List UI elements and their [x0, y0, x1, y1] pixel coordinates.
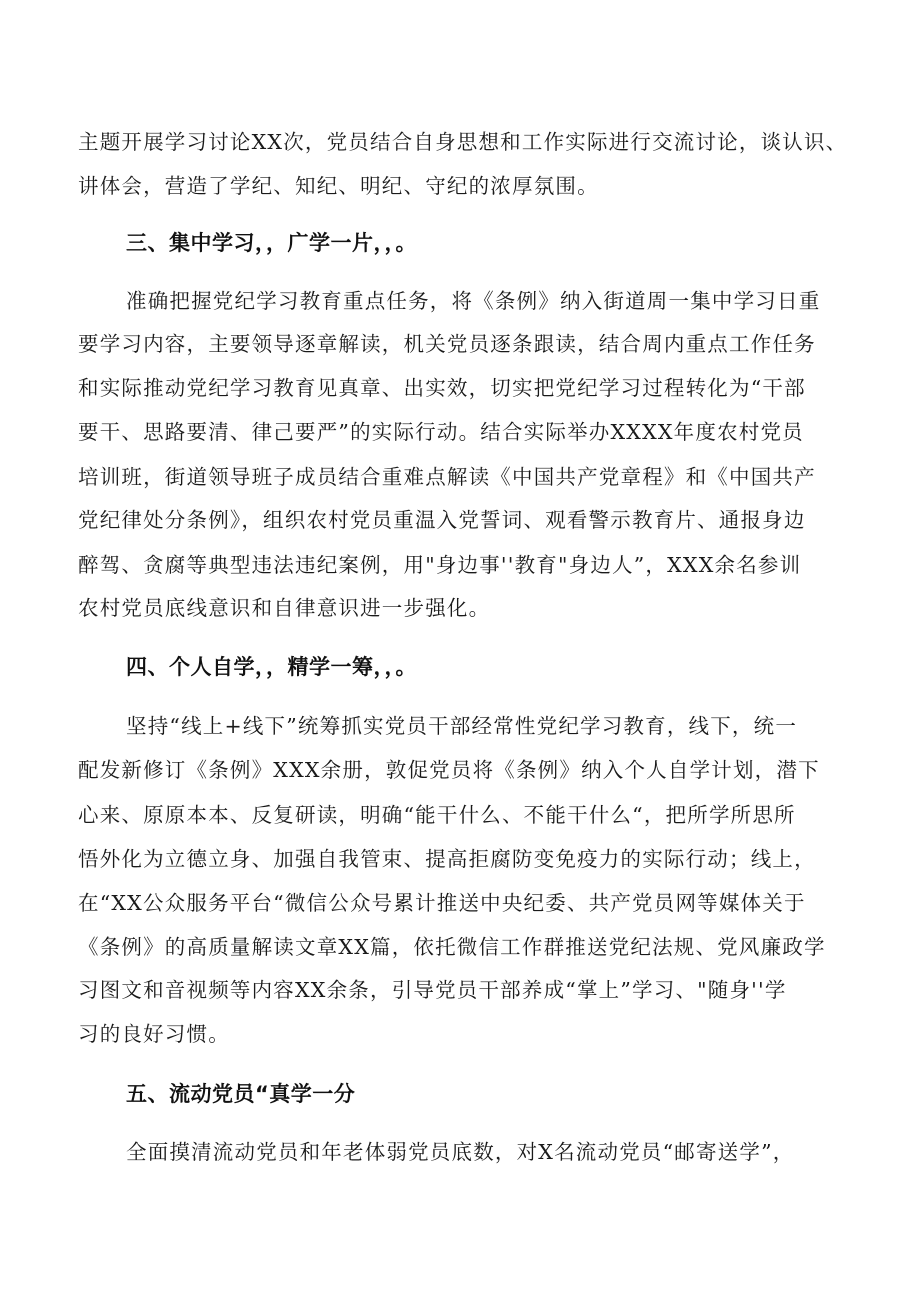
- paragraph-line: 全面摸清流动党员和年老体弱党员底数，对X名流动党员“邮寄送学”，: [126, 1140, 795, 1164]
- paragraph-line: 讲体会，营造了学纪、知纪、明纪、守纪的浓厚氛围。: [78, 174, 599, 198]
- paragraph-line: 坚持“线上+线下”统筹抓实党员干部经常性党纪学习教育，线下，统一: [126, 714, 798, 738]
- paragraph-line: 和实际推动党纪学习教育见真章、出实效，切实把党纪学习过程转化为“干部: [78, 376, 806, 400]
- paragraph-line: 习的良好习惯。: [78, 1022, 230, 1046]
- paragraph-line: 准确把握党纪学习教育重点任务，将《条例》纳入街道周一集中学习日重: [126, 289, 821, 313]
- paragraph-line: 要干、思路要清、律己要严”的实际行动。结合实际举办XXXX年度农村党员: [78, 420, 804, 444]
- paragraph-line: 心来、原原本本、反复研读，明确“能干什么、不能干什么“，把所学所思所: [78, 803, 796, 827]
- paragraph-line: 党纪律处分条例》，组织农村党员重温入党誓词、观看警示教育片、通报身边: [78, 508, 806, 532]
- section-heading-5: 五、流动党员“真学一分: [126, 1082, 356, 1106]
- paragraph-line: 配发新修订《条例》XXX余册，敦促党员将《条例》纳入个人自学计划，潜下: [78, 758, 820, 782]
- paragraph-line: 悟外化为立德立身、加强自我管束、提高拒腐防变免疫力的实际行动；线上，: [78, 847, 816, 871]
- paragraph-line: 习图文和音视频等内容XX余条，引导党员干部养成“掌上”学习、"随身''学: [78, 978, 787, 1002]
- paragraph-line: 培训班，街道领导班子成员结合重难点解读《中国共产党章程》和《中国共产: [78, 465, 816, 489]
- paragraph-line: 要学习内容，主要领导逐章解读，机关党员逐条跟读，结合周内重点工作任务: [78, 332, 816, 356]
- paragraph-line: 农村党员底线意识和自律意识进一步强化。: [78, 596, 491, 620]
- paragraph-line: 在“XX公众服务平台“微信公众号累计推送中央纪委、共产党员网等媒体关于: [78, 891, 806, 915]
- section-heading-4: 四、个人自学，，精学一筹，，。: [126, 655, 417, 679]
- paragraph-line: 醉驾、贪腐等典型违法违纪案例，用"身边事''教育"身边人”，XXX余名参训: [78, 553, 802, 577]
- paragraph-line: 主题开展学习讨论XX次，党员结合自身思想和工作实际进行交流讨论，谈认识、: [78, 130, 848, 154]
- section-heading-3: 三、集中学习，，广学一片，，。: [126, 231, 417, 255]
- paragraph-line: 《条例》的高质量解读文章XX篇，依托微信工作群推送党纪法规、党风廉政学: [78, 935, 826, 959]
